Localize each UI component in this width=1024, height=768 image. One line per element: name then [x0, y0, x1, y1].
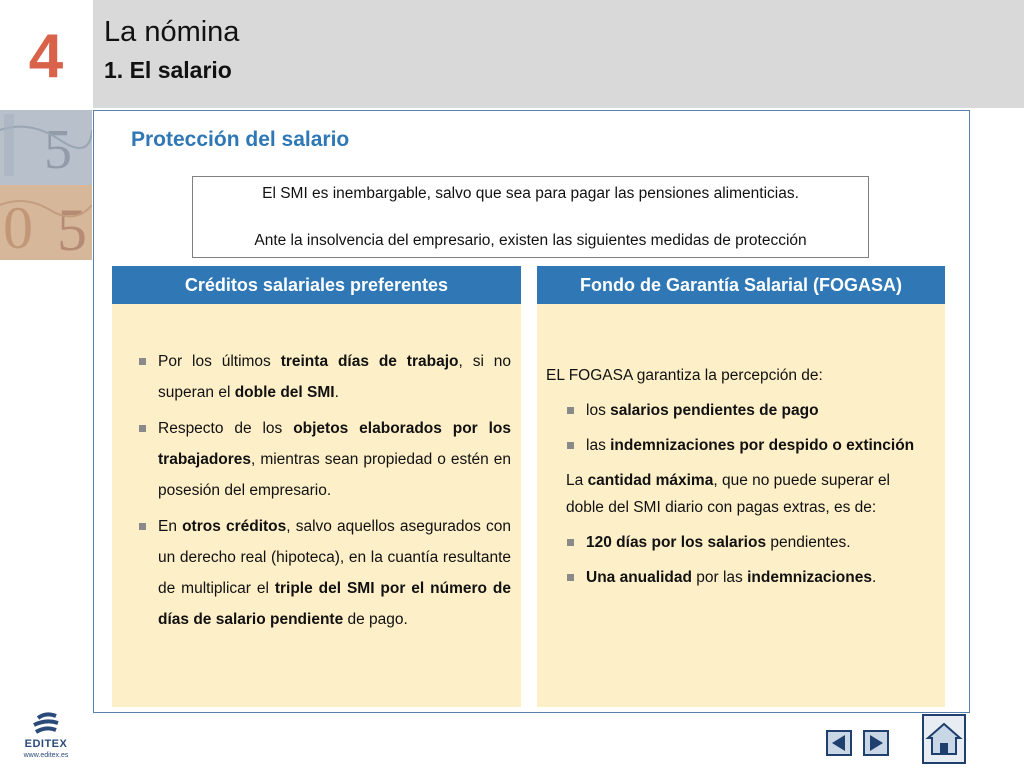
square-bullet-icon: [139, 523, 146, 530]
item-emphasis: salarios pendientes de pago: [610, 402, 819, 419]
list-item: [158, 413, 511, 506]
item-text: las: [586, 437, 611, 454]
item-emphasis: doble del SMI: [234, 384, 335, 401]
section-title: Protección del salario: [131, 128, 350, 151]
item-text: los: [586, 402, 611, 419]
list-item: [158, 511, 511, 635]
item-text: .: [334, 384, 339, 401]
guarantees-list: [546, 397, 926, 459]
item-emphasis: treinta días de trabajo: [280, 353, 459, 370]
square-bullet-icon: [567, 407, 574, 414]
next-slide-icon: [865, 732, 887, 754]
item-text: , si no superan el: [158, 353, 512, 401]
banknote-decoration: [0, 110, 92, 260]
square-bullet-icon: [139, 358, 146, 365]
item-text: pendientes.: [766, 534, 851, 551]
item-emphasis: Una anualidad: [586, 569, 692, 586]
square-bullet-icon: [567, 442, 574, 449]
item-text: de pago.: [343, 611, 408, 628]
svg-text:5: 5: [57, 197, 87, 260]
item-emphasis: objetos elaborados por los trabajadores: [158, 420, 511, 468]
list-item: [546, 432, 926, 459]
square-bullet-icon: [139, 425, 146, 432]
list-item: [546, 564, 926, 591]
previous-slide-icon: [828, 732, 850, 754]
limits-list: [546, 529, 926, 591]
column-heading-preferential-credits: Créditos salariales preferentes: [112, 266, 521, 304]
item-text: , salvo aquellos asegurados con un derecho real (hipoteca), en la cuantía resultante de multiplicar el: [158, 518, 512, 597]
home-button[interactable]: [922, 714, 966, 764]
intro-box: [192, 176, 869, 258]
item-emphasis: cantidad máxima: [587, 472, 714, 489]
editex-logo[interactable]: [16, 712, 76, 762]
item-text: , mientras sean propiedad o estén en posesión del empresario.: [158, 451, 511, 499]
preferential-credits-list: [158, 346, 511, 640]
item-text: La: [566, 472, 588, 489]
item-emphasis: triple del SMI por el número de días de salario pendiente: [158, 580, 511, 628]
chapter-number: 4: [28, 22, 64, 91]
editex-logo-icon: [16, 712, 76, 738]
item-emphasis: indemnizaciones: [747, 569, 872, 586]
intro-line: El SMI es inembargable, salvo que sea para pagar las pensiones alimenticias.: [262, 185, 799, 202]
svg-text:5: 5: [44, 119, 72, 181]
previous-slide-button[interactable]: [826, 730, 852, 756]
home-icon: [924, 716, 964, 762]
item-text: Respecto de los: [158, 420, 294, 437]
fogasa-lead: EL FOGASA garantiza la percepción de:: [546, 367, 823, 384]
page-subtitle: 1. El salario: [104, 57, 232, 83]
item-text: por las: [691, 569, 748, 586]
square-bullet-icon: [567, 574, 574, 581]
item-text: Por los últimos: [158, 353, 281, 370]
item-emphasis: otros créditos: [182, 518, 287, 535]
item-text: , que no puede superar el doble del SMI diario con pagas extras, es de:: [566, 472, 891, 516]
svg-text:0: 0: [3, 195, 33, 260]
list-item: [546, 397, 926, 424]
next-slide-button[interactable]: [863, 730, 889, 756]
logo-text: EDITEX: [24, 738, 68, 750]
item-emphasis: indemnizaciones por despido o extinción: [610, 437, 915, 454]
max-amount-paragraph: [546, 467, 926, 521]
square-bullet-icon: [567, 539, 574, 546]
page-title: La nómina: [104, 16, 240, 48]
fogasa-content: [546, 362, 926, 599]
item-text: En: [158, 518, 183, 535]
item-text: .: [871, 569, 877, 586]
intro-line: Ante la insolvencia del empresario, existen las siguientes medidas de protección: [254, 232, 807, 249]
item-emphasis: 120 días por los salarios: [586, 534, 767, 551]
list-item: [158, 346, 511, 408]
logo-url: www.editex.es: [23, 752, 69, 759]
list-item: [546, 529, 926, 556]
column-heading-fogasa: Fondo de Garantía Salarial (FOGASA): [537, 266, 945, 304]
